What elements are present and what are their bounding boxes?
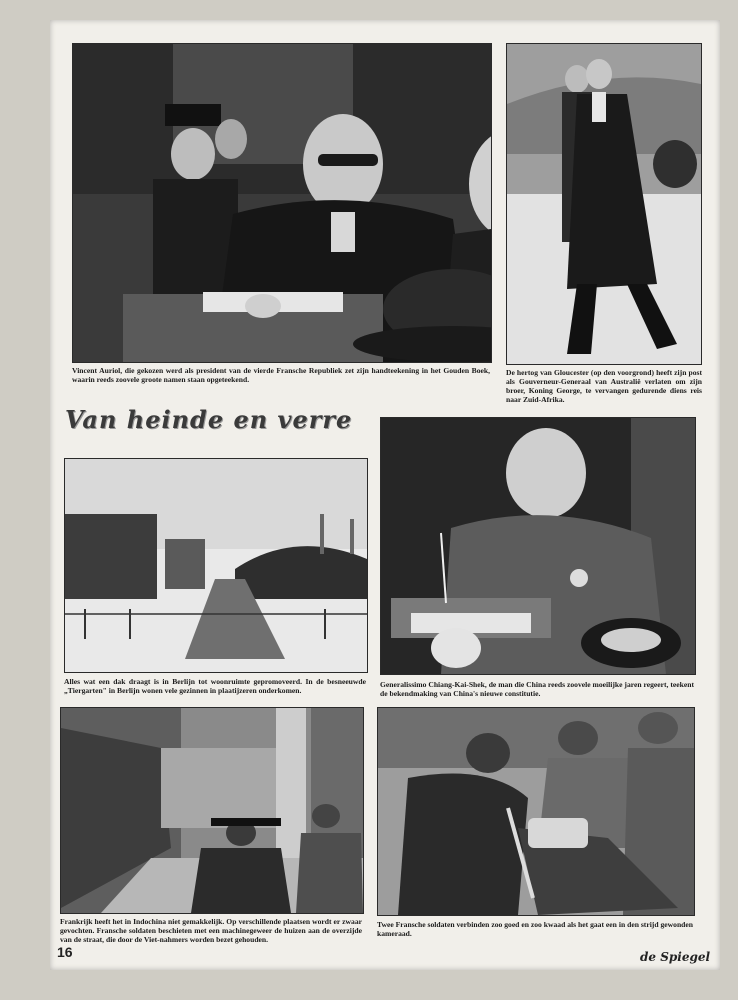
berlin-caption: Alles wat een dak draagt is in Berlijn tot woonruimte gepromoveerd. In de besneeuwde „Tiergarten" in Berlijn wonen vele gezinnen in plaatijzeren onderkomen.	[64, 677, 366, 695]
chiang-kai-shek-photo	[380, 417, 696, 675]
gloucester-illustration	[507, 44, 701, 364]
gloucester-caption: De hertog van Gloucester (op den voorgrond) heeft zijn post als Gouverneur-Generaal van Australië verlaten om zijn broer, Koning George, te vervangen gedurende diens reis naar Zuid-Afrika.	[506, 368, 702, 404]
berlin-tiergarten-photo	[64, 458, 368, 673]
masthead-logo: de Spiegel	[640, 950, 711, 964]
wounded-caption: Twee Fransche soldaten verbinden zoo goed en zoo kwaad als het gaat een in den strijd gewonden kameraad.	[377, 920, 693, 938]
chiang-caption: Generalissimo Chiang-Kai-Shek, de man die China reeds zoovele moeilijke jaren regeert, teekent de bekendmaking van China's nieuwe constitutie.	[380, 680, 694, 698]
auriol-caption: Vincent Auriol, die gekozen werd als president van de vierde Fransche Republiek zet zijn handteekening in het Gouden Boek, waarin reeds zoovele groote namen staan opgeteekend.	[72, 366, 490, 384]
section-heading: Van heinde en verre	[65, 405, 353, 434]
berlin-illustration	[65, 459, 367, 672]
chiang-illustration	[381, 418, 695, 674]
indochina-soldiers-photo	[60, 707, 364, 914]
auriol-signing-illustration	[73, 44, 491, 362]
wounded-illustration	[378, 708, 694, 915]
indochina-illustration	[61, 708, 363, 913]
indochina-caption: Frankrijk heeft het in Indochina niet gemakkelijk. Op verschillende plaatsen wordt er zwaar gevochten. Fransche soldaten beschieten met een machinegeweer de huizen aan de overzijde van de straat, die door de Viet-nahmers worden bezet gehouden.	[60, 917, 362, 944]
page-number: 16	[57, 944, 73, 960]
gloucester-walking-photo	[506, 43, 702, 365]
wounded-comrade-photo	[377, 707, 695, 916]
auriol-signing-photo	[72, 43, 492, 363]
